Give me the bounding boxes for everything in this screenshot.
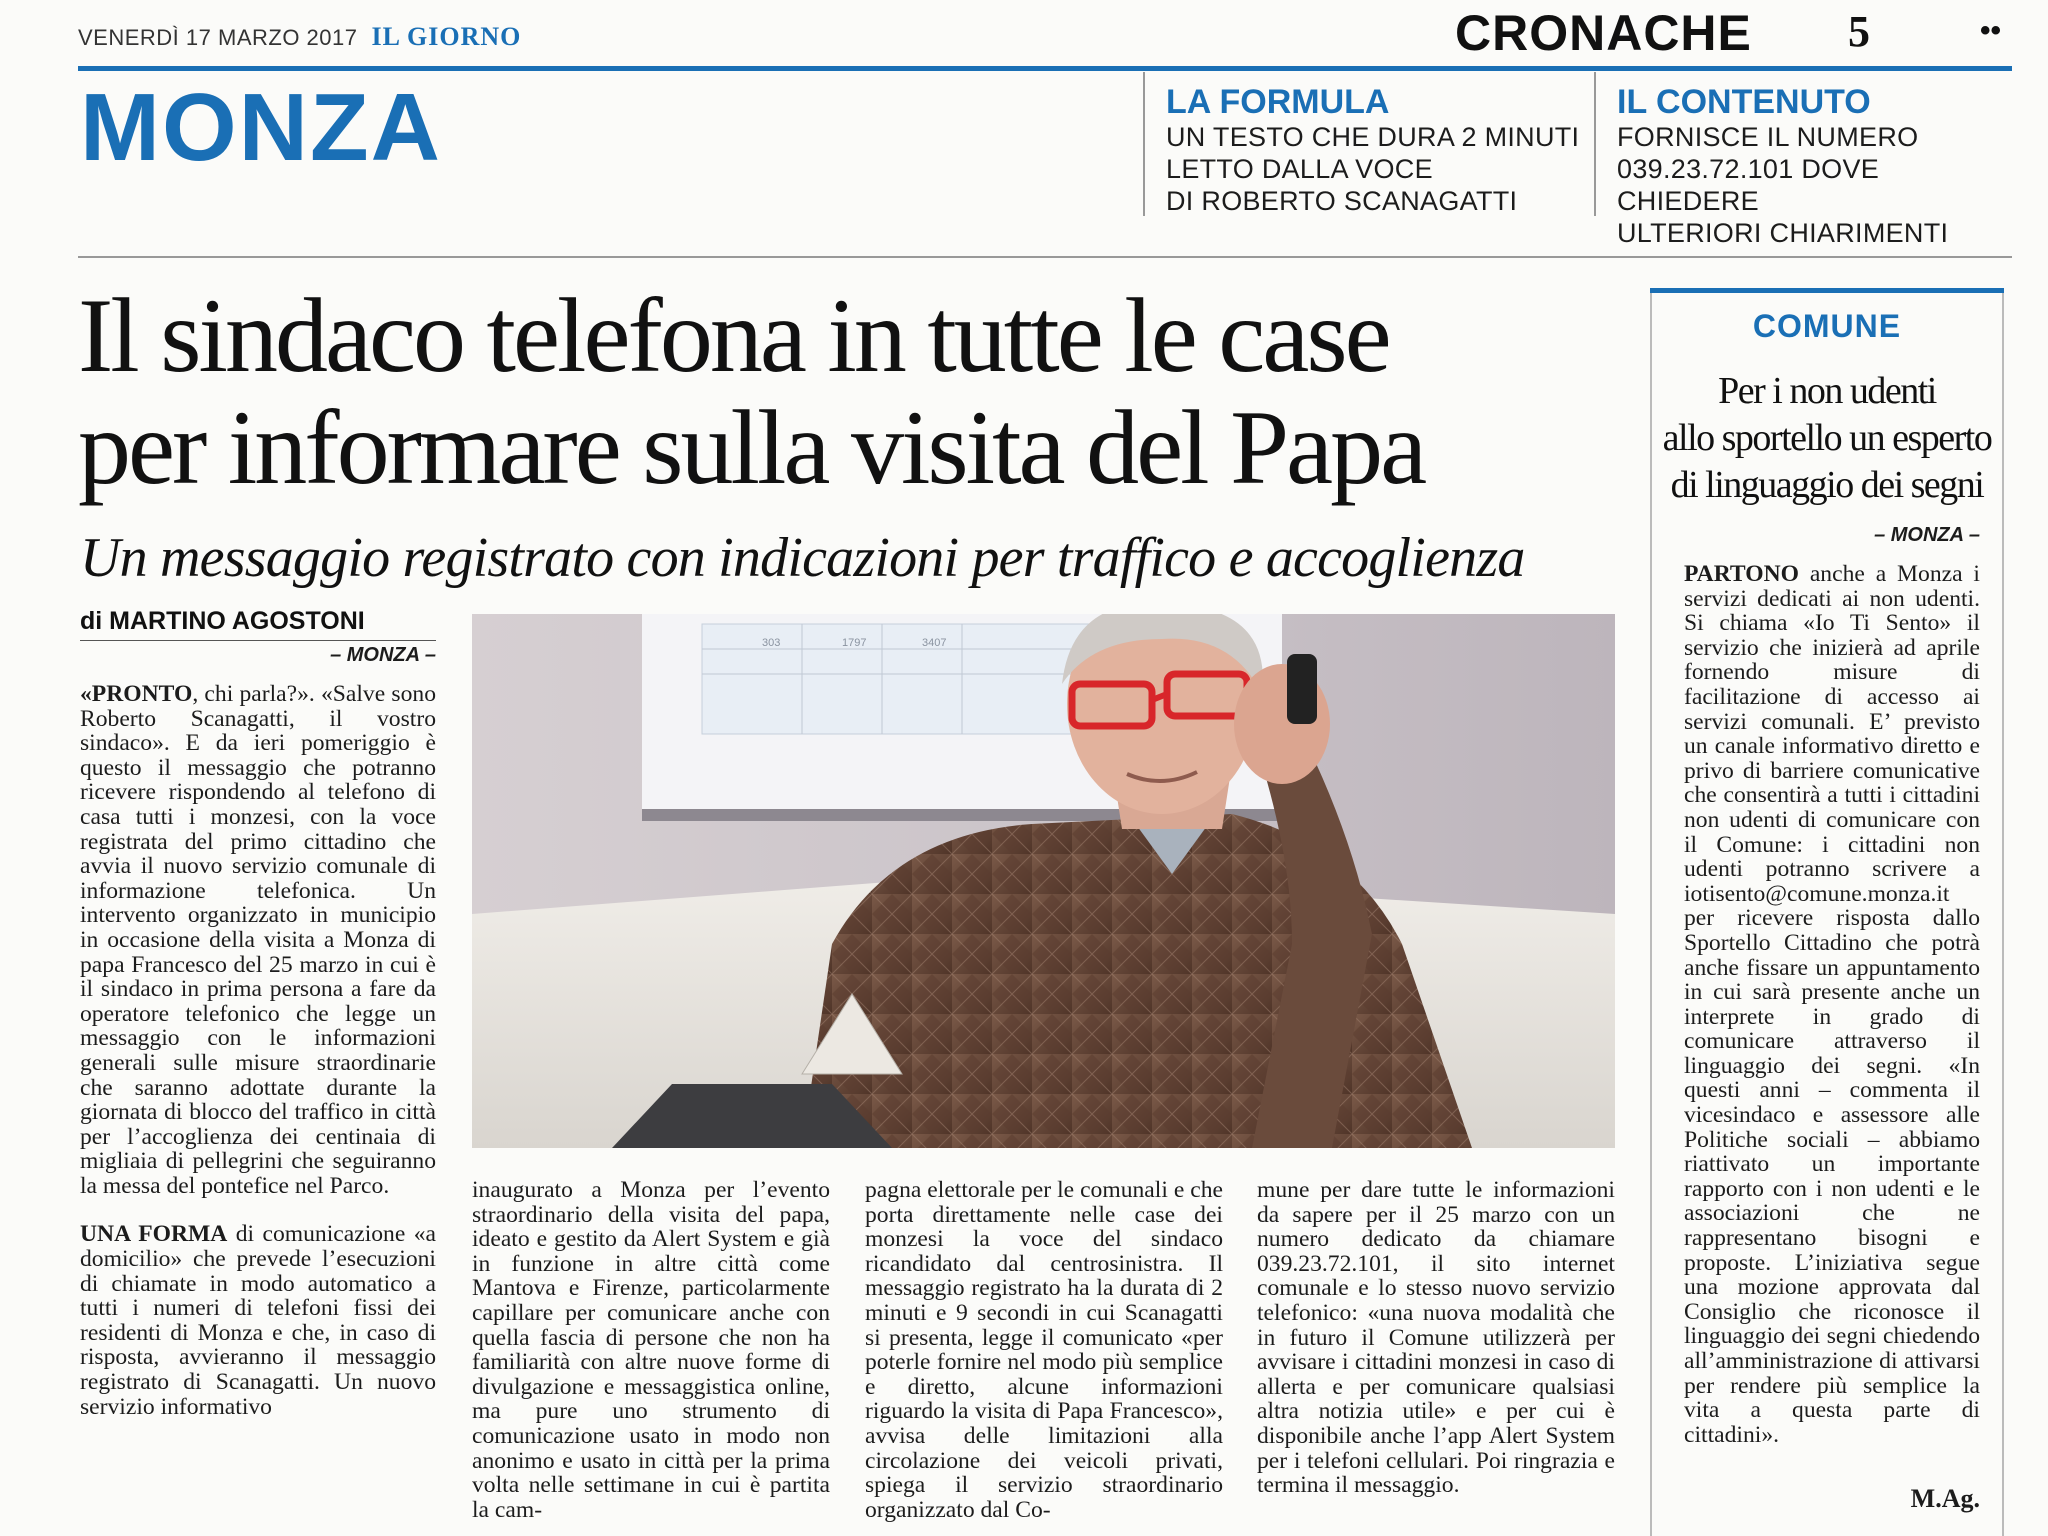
sidebar-top-rule — [1650, 288, 2004, 293]
box-divider — [1594, 72, 1596, 216]
article-paragraph — [80, 1222, 436, 1419]
top-rule — [78, 66, 2012, 71]
box-heading: LA FORMULA — [1166, 83, 1390, 121]
article-paragraph: inaugurato a Monza per l’evento straordinario della visita del papa, ideato e gestito da Alert System e già in funzione in altre città come Mantova e Firenze, particolarmente capillare per comunicare anche con quella fascia di persone che non ha familiarità con altre nuove forme di divulgazione e messaggistica online, ma pure uno strumento di comunicazione usato in modo non anonimo e usato in città per la prima volta nelle settimane in cui è partita la cam- — [472, 1177, 830, 1523]
paragraph-text: di comunicazione «a domicilio» che prevede l’esecuzioni di chiamate in modo automatico a tutti i numeri di telefoni fissi dei residenti di Monza e che, in caso di risposta, avvieranno il messaggio registrato di Scanagatti. Un nuovo servizio informativo — [80, 1221, 437, 1420]
sidebar-dateline: – MONZA – — [1874, 524, 1980, 546]
paragraph-lead: UNA FORMA — [80, 1221, 228, 1248]
page-number: 5 — [1848, 7, 1870, 56]
sidebar-title-line: allo sportello un esperto — [1662, 417, 1992, 459]
sidebar-title-line: Per i non udenti — [1718, 370, 1936, 412]
newspaper-logo: IL GIORNO — [371, 22, 522, 51]
subheadline: Un messaggio registrato con indicazioni per traffico e accoglienza — [80, 527, 1525, 589]
paragraph-lead: «PRONTO — [80, 681, 193, 707]
masthead-dots: •• — [1980, 14, 2002, 47]
article-column-1 — [80, 682, 436, 1419]
sidebar-paragraph — [1684, 562, 1980, 1447]
issue-date: VENERDÌ 17 MARZO 2017 — [78, 25, 358, 50]
box-il-contenuto — [1617, 84, 2017, 249]
box-line: FORNISCE IL NUMERO — [1617, 122, 1919, 153]
box-line: LETTO DALLA VOCE — [1166, 154, 1433, 185]
masthead-date-line — [78, 22, 521, 52]
paragraph-lead: PARTONO — [1684, 561, 1799, 587]
box-line: 039.23.72.101 DOVE CHIEDERE — [1617, 154, 1880, 217]
sidebar-signature: M.Ag. — [1910, 1484, 1980, 1513]
article-paragraph — [80, 682, 436, 1198]
screen-cell: 3407 — [922, 637, 947, 649]
headline-line: per informare sulla visita del Papa — [78, 389, 1425, 506]
byline: di MARTINO AGOSTONI — [80, 607, 365, 635]
article-photo — [472, 614, 1615, 1148]
headline — [78, 277, 1648, 506]
paragraph-text: , chi parla?». «Salve sono Roberto Scanagatti, il vostro sindaco». E da ieri pomeriggio è questo il messaggio che potranno ricevere rispondendo al telefono di casa tutti i monzesi, con la voce registrata del primo cittadino che avvia il nuovo servizio comunale di informazione telefonica. Un intervento organizzato in municipio in occasione della visita a Monza di papa Francesco del 25 marzo in cui è il sindaco in prima persona a fare da operatore telefonico che legge un messaggio con le informazioni generali sulle misure straordinarie che saranno adottate durante la giornata di blocco del traffico in città per l’accoglienza dei centinaia di migliaia di pellegrini che seguiranno la messa del pontefice nel Parco. — [80, 681, 436, 1199]
section-title: MONZA — [80, 74, 442, 181]
sidebar-title — [1660, 368, 1994, 509]
paragraph-text: anche a Monza i servizi dedicati ai non udenti. Si chiama «Io Ti Sento» il servizio che inizierà ad aprile fornendo misure di facilitazione di accesso ai servizi comunali. E’ previsto un canale informativo diretto e privo di barriere comunicative che consentirà a tutti i cittadini non udenti di comunicare con il Comune: i cittadini non udenti potranno scrivere a iotisento@comune.monza.it per ricevere risposta dallo Sportello Cittadino che potrà anche fissare un appuntamento in cui sarà presente anche un interprete in grado di comunicare attraverso il linguaggio dei segni. «In questi anni – commenta il vicesindaco e assessore alle Politiche sociali – abbiamo riattivato un importante rapporto con i non udenti e le associazioni che ne rappresentano bisogni e proposte. L’iniziativa segue una mozione approvata dal Consiglio che riconosce il linguaggio dei segni chiedendo all’amministrazione di attivarsi per rendere più semplice la vita a questa parte di cittadini». — [1684, 561, 1980, 1448]
article-paragraph: mune per dare tutte le informazioni da sapere per il 25 marzo con un numero dedicato da chiamare 039.23.72.101, il sito internet comunale e lo stesso nuovo servizio telefonico: «una nuova modalità che in futuro il Comune utilizzerà per avvisare i cittadini monzesi in caso di allerta e per comunicare qualsiasi altra notizia utile» e per cui è disponibile anche l’app Alert System per i telefoni cellulari. Poi ringrazia e termina il messaggio. — [1257, 1177, 1615, 1499]
box-line: DI ROBERTO SCANAGATTI — [1166, 186, 1518, 217]
sidebar-kicker: COMUNE — [1752, 308, 1902, 344]
sidebar-title-line: di linguaggio dei segni — [1670, 464, 1984, 506]
photo-illustration — [472, 614, 1615, 1148]
screen-cell: 303 — [762, 637, 781, 649]
sidebar-body — [1684, 562, 1980, 1447]
box-line: UN TESTO CHE DURA 2 MINUTI — [1166, 122, 1580, 153]
box-heading: IL CONTENUTO — [1617, 83, 1871, 121]
article-column-2 — [472, 1178, 830, 1522]
box-la-formula — [1166, 84, 1596, 217]
article-column-3 — [865, 1178, 1223, 1522]
byline-rule — [80, 640, 436, 641]
section-label: CRONACHE — [1455, 5, 1752, 61]
header-rule — [78, 256, 2012, 258]
screen-cell: 1797 — [842, 637, 867, 649]
article-paragraph: pagna elettorale per le comunali e che porta direttamente nelle case dei monzesi la voce del sindaco ricandidato dal centrosinistra. Il messaggio registrato ha la durata di 2 minuti e 9 secondi in cui Scanagatti si presenta, legge il comunicato «per poterle fornire nel modo più semplice e diretto, alcune informazioni riguardo la visita di Papa Francesco», avvisa delle limitazioni alla circolazione dei veicoli privati, spiega il servizio straordinario organizzato dal Co- — [865, 1177, 1223, 1523]
box-divider — [1143, 72, 1145, 216]
headline-line: Il sindaco telefona in tutte le case — [78, 277, 1389, 394]
article-column-4 — [1257, 1178, 1615, 1498]
box-line: ULTERIORI CHIARIMENTI — [1617, 218, 1949, 249]
dateline: – MONZA – — [330, 644, 436, 666]
